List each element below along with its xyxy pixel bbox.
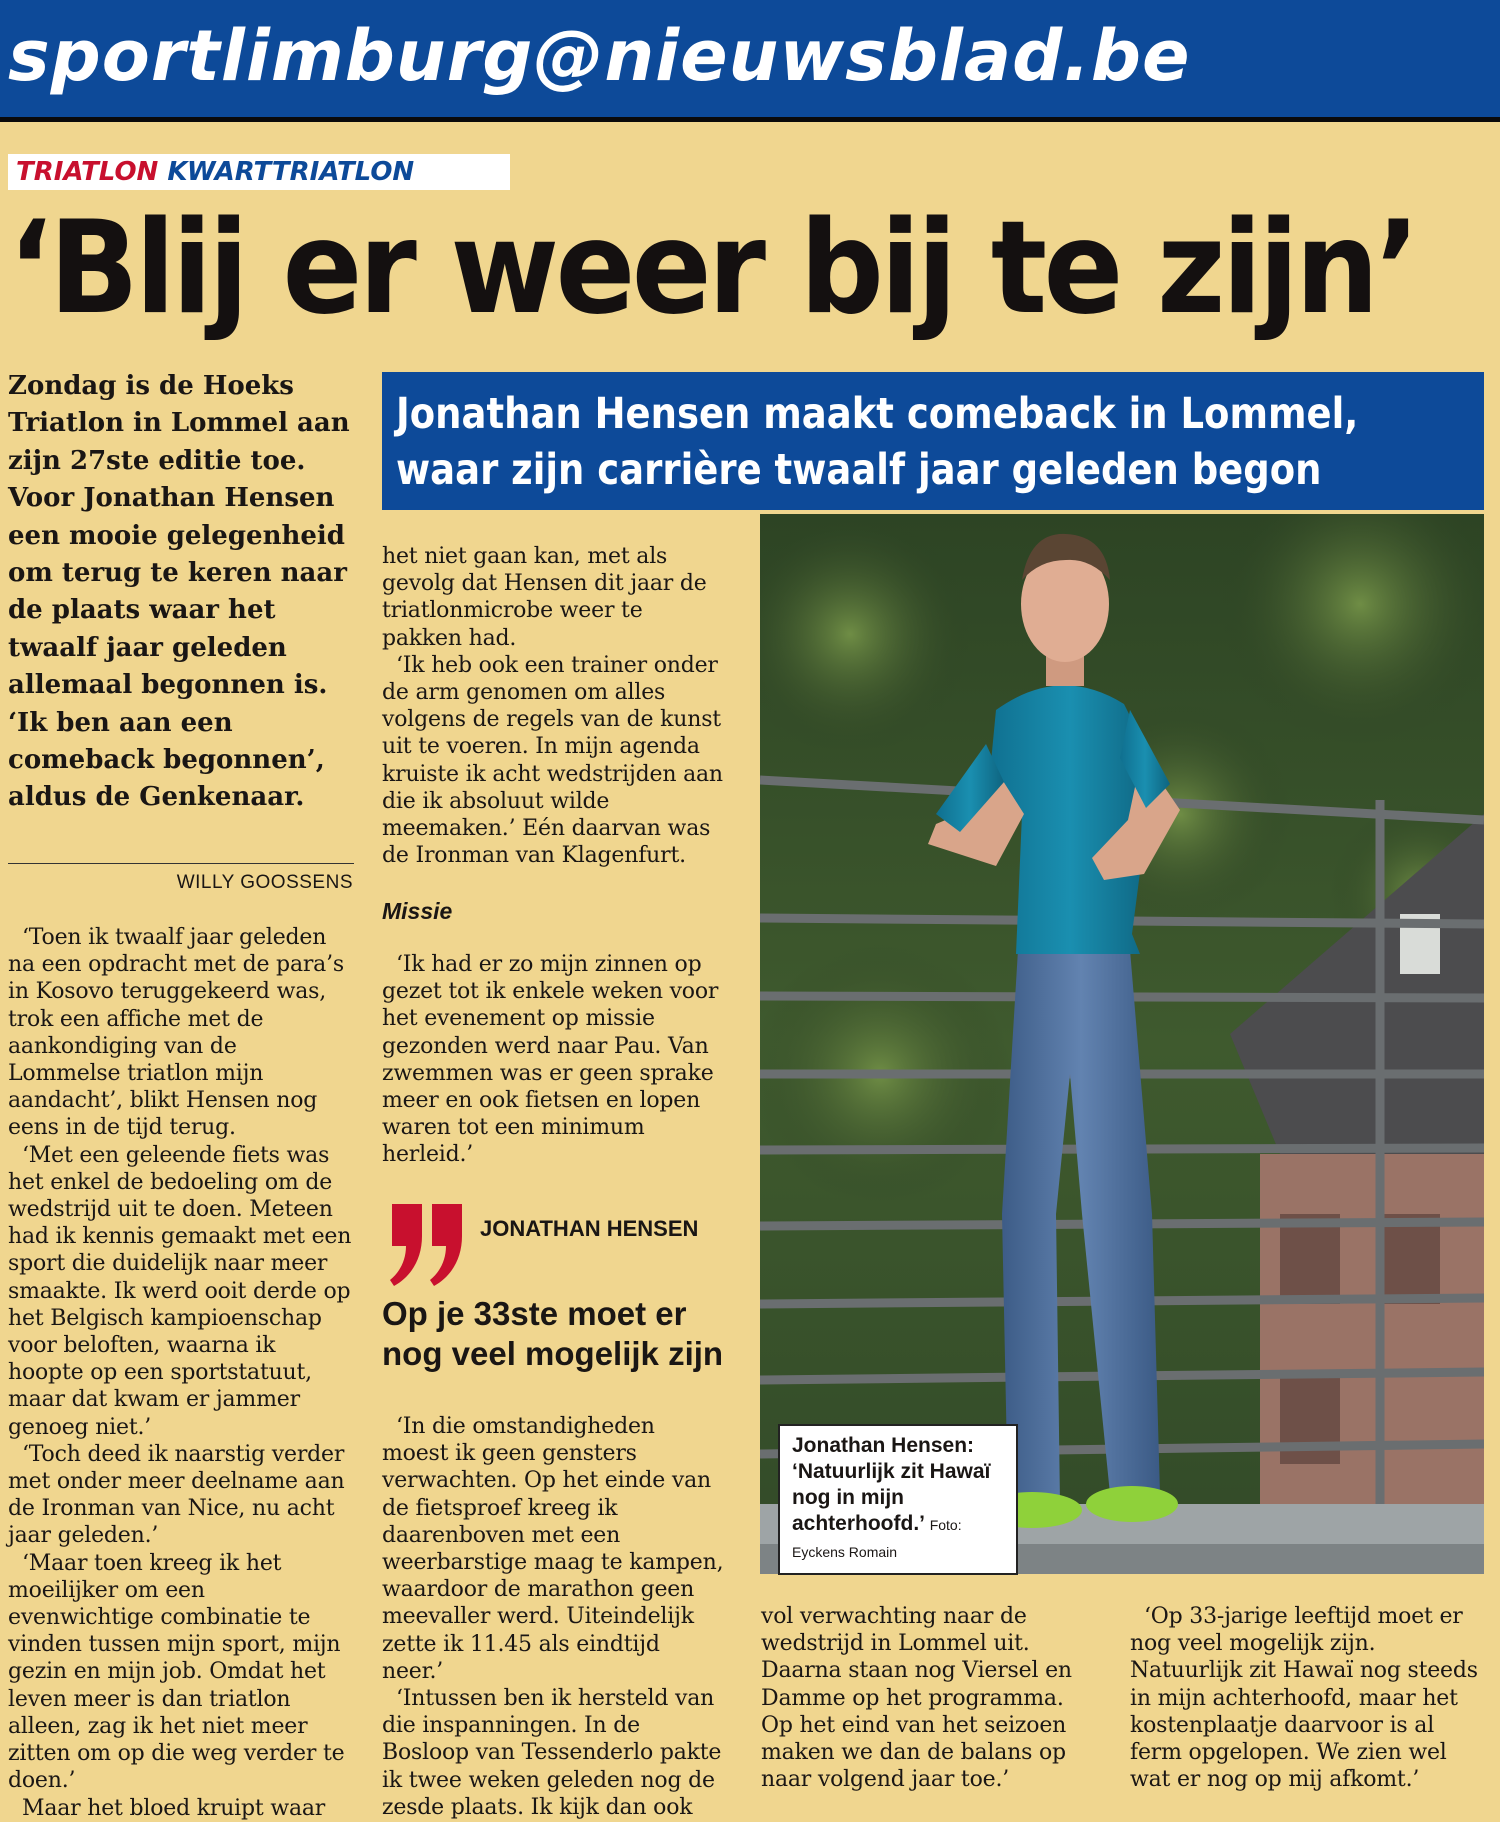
- caption-name: Jonathan Hensen:: [792, 1434, 975, 1457]
- body-column-2-bottom: [382, 1413, 727, 1821]
- quote-attribution: JONATHAN HENSEN: [480, 1216, 699, 1241]
- paragraph: ‘Ik had er zo mijn zinnen op gezet tot ik enkele weken voor het evenement op missie gezonden werd naar Pau. Van zwemmen was er geen sprake meer en ook fietsen en lopen waren tot een minimum herleid.’: [382, 952, 719, 1168]
- paragraph: ‘Ik heb ook een trainer onder de arm genomen om alles volgens de regels van de kunst uit te voeren. In mijn agenda kruiste ik acht wedstrijden aan die ik absoluut wilde meemaken.’ Eén daarvan was de Ironman van Klagenfurt.: [382, 652, 723, 869]
- paragraph: ‘Intussen ben ik hersteld van die inspanningen. In de Bosloop van Tessenderlo pakte ik twee weken geleden nog de zesde plaats. Ik kijk dan ook: [382, 1686, 722, 1820]
- body-column-1: [8, 924, 355, 1822]
- photo-caption: [778, 1424, 1018, 1575]
- paragraph: het niet gaan kan, met als gevolg dat Hensen dit jaar de triatlonmicrobe weer te pakken had.: [382, 544, 707, 651]
- body-column-2-middle: [382, 951, 727, 1169]
- kicker-sport: TRIATLON: [16, 157, 159, 187]
- kicker-discipline: KWARTTRIATLON: [167, 157, 415, 187]
- intro-divider: [8, 863, 354, 864]
- subhead-missie: Missie: [382, 898, 453, 924]
- caption-text: ‘Natuurlijk zit Hawaï nog in mijn achterhoofd.’: [792, 1460, 991, 1535]
- photo-credit: Foto: Eyckens Romain: [792, 1517, 962, 1560]
- masthead-email[interactable]: sportlimburg@nieuwsblad.be: [8, 15, 1191, 97]
- paragraph: ‘In die omstandigheden moest ik geen gensters verwachten. Op het einde van de fietsproef kreeg ik daarenboven met een weerbarstige maag te kampen, waardoor de marathon geen meevaller werd. Uiteindelijk zette ik 11.45 als eindtijd neer.’: [382, 1414, 724, 1684]
- masthead: [0, 0, 1500, 122]
- body-column-4: [1130, 1603, 1490, 1793]
- paragraph: vol verwachting naar de wedstrijd in Lommel uit. Daarna staan nog Viersel en Damme op het programma. Op het eind van het seizoen maken we dan de balans op naar volgend jaar toe.’: [761, 1604, 1072, 1793]
- paragraph: ‘Toen ik twaalf jaar geleden na een opdracht met de para’s in Kosovo teruggekeerd was, trok een affiche met de aankondiging van de Lommelse triatlon mijn aandacht’, blikt Hensen nog eens in de tijd terug.: [8, 925, 344, 1141]
- intro-lead: Zondag is de Hoeks Triatlon in Lommel aan zijn 27ste editie toe. Voor Jonathan Hensen een mooie gelegenheid om terug te keren naar de plaats waar het twaalf jaar geleden allemaal begonnen is. ‘Ik ben aan een comeback begonnen’, aldus de Genkenaar.: [8, 371, 350, 813]
- body-column-3: [761, 1603, 1101, 1793]
- deck-line-2: waar zijn carrière twaalf jaar geleden begon: [396, 445, 1322, 495]
- byline: WILLY GOOSSENS: [176, 872, 353, 893]
- paragraph: ‘Op 33-jarige leeftijd moet er nog veel mogelijk zijn. Natuurlijk zit Hawaï nog steeds in mijn achterhoofd, maar het kostenplaatje daarvoor is al ferm opgelopen. We zien wel wat er nog op mij afkomt.’: [1130, 1604, 1478, 1793]
- paragraph: Maar het bloed kruipt waar: [22, 1795, 326, 1821]
- athlete-photo: [760, 514, 1484, 1574]
- deck-line-1: Jonathan Hensen maakt comeback in Lommel,: [396, 389, 1359, 439]
- deck-banner: [382, 372, 1484, 510]
- paragraph: ‘Met een geleende fiets was het enkel de bedoeling om de wedstrijd uit te doen. Meteen had ik kennis gemaakt met een sport die duidelijk naar meer smaakte. Ik werd ooit derde op het Belgisch kampioenschap voor beloften, waarna ik hoopte op een sportstatuut, maar dat kwam er jammer genoeg niet.’: [8, 1142, 352, 1440]
- body-column-2-top: [382, 543, 727, 869]
- paragraph: ‘Toch deed ik naarstig verder met onder meer deelname aan de Ironman van Nice, nu acht jaar geleden.’: [8, 1441, 345, 1549]
- section-kicker: [8, 154, 510, 190]
- headline: ‘Blij er weer bij te zijn’: [8, 194, 1417, 343]
- quote-mark-icon: [386, 1196, 470, 1288]
- paragraph: ‘Maar toen kreeg ik het moeilijker om een evenwichtige combinatie te vinden tussen mijn sport, mijn gezin en mijn job. Omdat het leven meer is dan triatlon alleen, zag ik het niet meer zitten om op die weg verder te doen.’: [8, 1550, 345, 1794]
- pull-quote: Op je 33ste moet er nog veel mogelijk zijn: [382, 1295, 724, 1372]
